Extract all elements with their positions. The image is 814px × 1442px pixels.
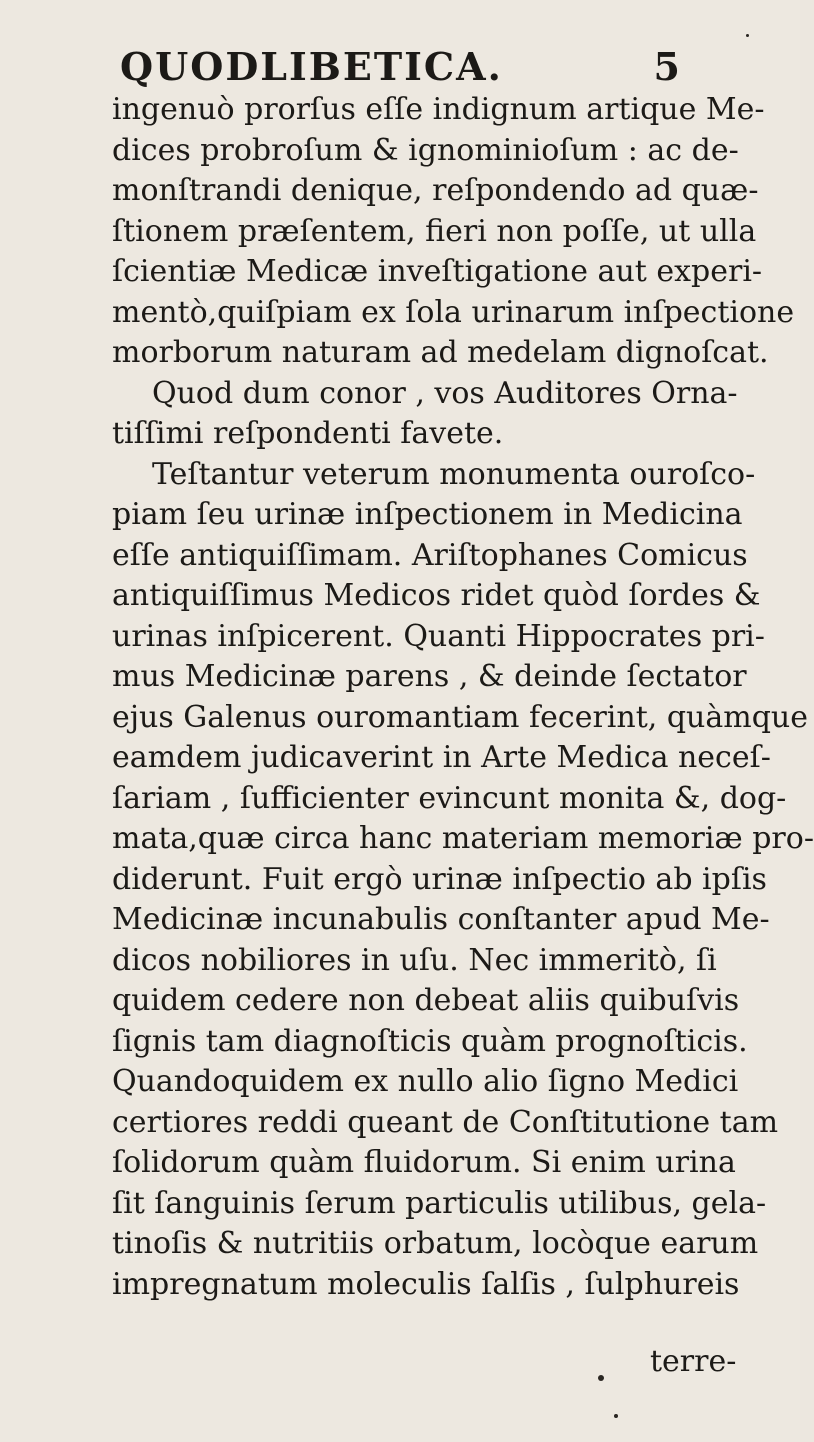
text-line: piam ſeu urinæ inſpectionem in Medicina (112, 497, 743, 532)
page-number: 5 (653, 44, 680, 89)
text-line: eſſe antiquiſſimam. Ariſtophanes Comicus (112, 537, 748, 573)
text-line: diderunt. Fuit ergò urinæ inſpectio ab ipſis (112, 861, 767, 897)
text-line: urinas inſpicerent. Quanti Hippocrates pri- (112, 618, 765, 654)
text-line: dicos nobiliores in uſu. Nec immeritò, ſi (112, 942, 717, 978)
text-line: quidem cedere non debeat aliis quibuſvis (112, 983, 740, 1018)
text-line: antiquiſſimus Medicos ridet quòd ſordes & (112, 578, 761, 613)
text-line: monſtrandi denique, reſpondendo ad quæ- (112, 173, 759, 208)
text-line: mata,quæ circa hanc materiam memoriæ pro- (112, 821, 814, 856)
text-line: certiores reddi queant de Conſtitutione tam (112, 1104, 779, 1140)
text-line: ſtionem præſentem, fieri non poſſe, ut ulla (112, 213, 757, 249)
text-line: Quandoquidem ex nullo alio ſigno Medici (112, 1064, 739, 1099)
text-line: ſignis tam diagnoſticis quàm prognoſticis. (112, 1023, 748, 1059)
text-line: ſit ſanguinis ſerum particulis utilibus, gela- (112, 1185, 767, 1221)
ink-speck (614, 1414, 618, 1418)
text-line: dices probroſum & ignominioſum : ac de- (112, 132, 739, 168)
running-head: QUODLIBETICA. (120, 44, 503, 89)
catchword: terre- (650, 1344, 737, 1379)
text-line: ingenuò prorſus eſſe indignum artique Me- (112, 92, 765, 127)
text-line: morborum naturam ad medelam dignoſcat. (112, 335, 769, 370)
text-line: Teſtantur veterum monumenta ouroſco- (152, 456, 756, 492)
text-line: eamdem judicaverint in Arte Medica neceſ- (112, 740, 771, 775)
text-line: ſolidorum quàm fluidorum. Si enim urina (112, 1145, 736, 1180)
ink-speck (598, 1375, 604, 1381)
text-line: tinoſis & nutritiis orbatum, locòque earum (112, 1226, 759, 1261)
body-text (112, 90, 814, 1305)
text-line: mentò,quiſpiam ex ſola urinarum inſpectione (112, 294, 795, 330)
text-line: Medicinæ incunabulis conſtanter apud Me- (112, 902, 770, 937)
text-line: ſcientiæ Medicæ inveſtigatione aut experi- (112, 254, 763, 289)
text-line: ejus Galenus ouromantiam fecerint, quàmque (112, 699, 808, 735)
ink-speck (746, 34, 749, 37)
text-line: impregnatum moleculis ſalſis , ſulphureis (112, 1266, 740, 1302)
text-line: Quod dum conor , vos Auditores Orna- (152, 375, 738, 411)
text-line: tiſſimi reſpondenti favete. (112, 416, 504, 451)
text-line: mus Medicinæ parens , & deinde ſectator (112, 659, 747, 694)
text-line: ſariam , ſufficienter evincunt monita &, dog- (112, 780, 787, 816)
page-header (120, 42, 680, 92)
